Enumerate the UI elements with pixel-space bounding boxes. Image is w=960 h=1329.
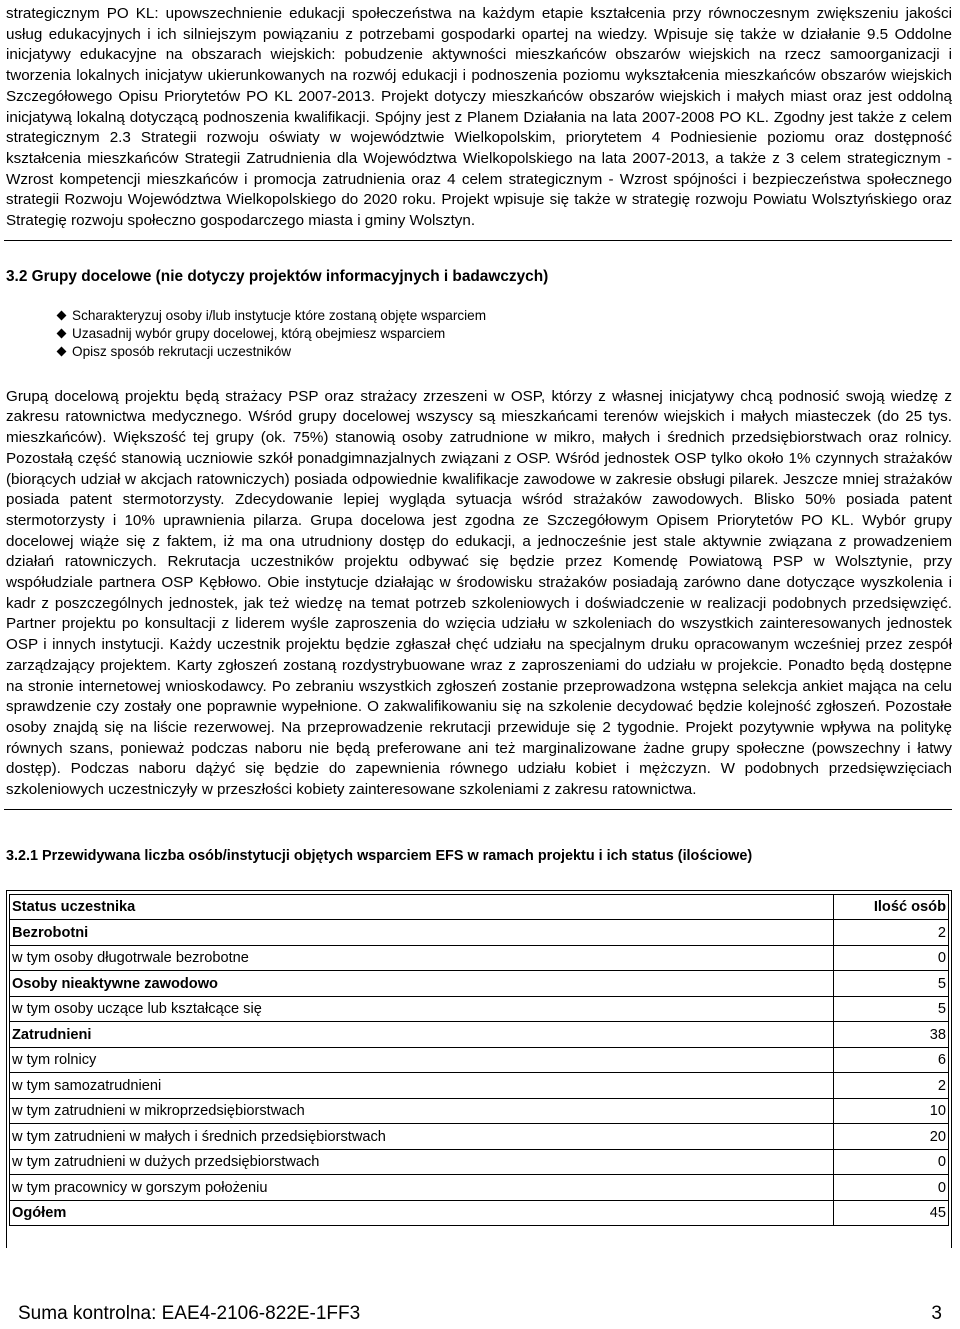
table-row [10, 920, 949, 946]
intro-paragraph: strategicznym PO KL: upowszechnienie edukacji społeczeństwa na każdym etapie kształcenia przy równoczesnym zwiększeniu jakości usług edukacyjnych i ich silniejszym powiązaniu z potrzebami gospodarki opartej na wiedzy. Wpisuje się także w działanie 9.5 Oddolne inicjatywy edukacyjne na obszarach wiejskich: pobudzenie aktywności mieszkańców obszarów wiejskich na rzecz samoorganizacji i tworzenia lokalnych inicjatyw ukierunkowanych na rozwój edukacji i podnoszenia poziomu wykształcenia mieszkańców obszarów wiejskich Szczegółowego Opisu Priorytetów PO KL 2007-2013. Projekt dotyczy mieszkańców obszarów wiejskich i małych miast oraz jest oddolną inicjatywą lokalną dotyczącą podnoszenia kwalifikacji. Spójny jest z Planem Działania na lata 2007-2008 PO KL. Zgodny jest także z celem strategicznym 2.3 Strategii rozwoju oświaty w województwie Wielkopolskim, priorytetem 4 Podniesienie poziomu oraz dostępność kształcenia mieszkańców Strategii Zatrudnienia dla Województwa Wielkopolskiego na lata 2007-2013, a także z 3 celem strategicznym - Wzrost kompetencji mieszkańców i promocja zatrudnienia oraz 4 celem strategicznym - Wzrost spójności i bezpieczeństwa społecznego strategii Rozwoju Województwa Wielkopolskiego do 2020 roku. Projekt wpisuje się także w strategię rozwoju Powiatu Wolsztyńskiego oraz Strategię rozwoju społeczno gospodarczego miasta i gminy Wolsztyn. [6, 5, 952, 230]
table-row [10, 1047, 949, 1073]
table-row [10, 996, 949, 1022]
table-body [10, 920, 949, 1226]
list-item-text: Uzasadnij wybór grupy docelowej, którą obejmiesz wsparciem [72, 325, 446, 341]
row-label: Ogółem [10, 1200, 834, 1226]
list-item-text: Scharakteryzuj osoby i/lub instytucje które zostaną objęte wsparciem [72, 307, 487, 323]
table-row [10, 1073, 949, 1099]
row-label: w tym zatrudnieni w dużych przedsiębiorstwach [10, 1149, 834, 1175]
status-table [9, 894, 949, 1227]
row-value: 2 [834, 920, 949, 946]
row-value: 6 [834, 1047, 949, 1073]
row-value: 2 [834, 1073, 949, 1099]
diamond-bullet-icon [57, 346, 67, 356]
row-label: w tym zatrudnieni w mikroprzedsiębiorstwach [10, 1098, 834, 1124]
page-number: 3 [931, 1303, 942, 1324]
row-value: 45 [834, 1200, 949, 1226]
section-heading: 3.2 Grupy docelowe (nie dotyczy projektów informacyjnych i badawczych) [6, 267, 549, 285]
row-label: w tym osoby długotrwale bezrobotne [10, 945, 834, 971]
row-label: w tym pracownicy w gorszym położeniu [10, 1175, 834, 1201]
table-row [10, 1175, 949, 1201]
table-row [10, 1200, 949, 1226]
diamond-bullet-icon [57, 328, 67, 338]
row-label: Zatrudnieni [10, 1022, 834, 1048]
row-value: 0 [834, 1149, 949, 1175]
subsection-heading: 3.2.1 Przewidywana liczba osób/instytucji objętych wsparciem EFS w ramach projektu i ich status (ilościowe) [6, 847, 753, 864]
list-item [58, 325, 952, 343]
diamond-bullet-icon [57, 310, 67, 320]
table-row [10, 1098, 949, 1124]
row-label: w tym samozatrudnieni [10, 1073, 834, 1099]
target-group-paragraph: Grupą docelową projektu będą strażacy PSP oraz strażacy zrzeszeni w OSP, którzy z własnej inicjatywy chcą podnosić swoją wiedzę z zakresu ratownictwa medycznego. Wśród grupy docelowej wszyscy są mieszkańcami terenów wiejskich i małych miasteczek (do 25 tys. mieszkańców). Większość tej grupy (ok. 75%) stanowią osoby zatrudnione w mikro, małych i średnich przedsiębiorstwach oraz rolnicy. Pozostałą część stanowią uczniowie szkół ponadgimnazjalnych związani z OSP. Wśród jednostek OSP tylko około 1% czynnych strażaków (biorących udział w akcjach ratowniczych) posiada odpowiednie kwalifikacje zawodowe w zakresie obsługi pilarek. Jeszcze mniej strażaków posiada patent stermotorzysty. Zdecydowanie lepiej wygląda sytuacja wśród strażaków zawodowych. Blisko 50% posiada patent stermotorzysty i 10% uprawnienia pilarza. Grupa docelowa jest zgodna ze Szczegółowym Opisem Priorytetów PO KL. Wybór grupy docelowej wiąże się z faktem, iż ma ona utrudniony dostęp do edukacji, a jednocześnie jest stale aktywnie związana z prowadzeniem działań ratowniczych. Rekrutacja uczestników projektu odbywać się będzie przez Komendę Powiatową PSP w Wolsztynie, przy współudziale partnera OSP Kębłowo. Obie instytucje działając w środowisku strażaków posiadają zarówno dane dotyczące wyszkolenia i kadr z poszczególnych jednostek, jak też wiedzę na temat potrzeb szkoleniowych i doświadczenie w realizacji podobnych przedsięwzięć. Partner projektu po konsultacji z liderem wyśle zaproszenia do wzięcia udziału w szkoleniach do wszystkich zainteresowanych jednostek OSP i innych instytucji. Każdy uczestnik projektu będzie zgłaszał chęć udziału na specjalnym druku opracowanym wcześniej przez zespół zarządzający projektem. Karty zgłoszeń zostaną rozdystrybuowane wraz z zaproszeniami do udziału w projekcie. Ponadto będą dostępne na stronie internetowej wnioskodawcy. Po zebraniu wszystkich zgłoszeń zostanie przeprowadzona wstępna selekcja ankiet mająca na celu sprawdzenie czy zostały one poprawnie wypełnione. O zakwalifikowaniu się na szkolenie decydować będzie kolejność zgłoszeń. Pozostałe osoby znajdą się na liście rezerwowej. Na przeprowadzenie rekrutacji przewiduje się 2 tygodnie. Projekt pozytywnie wpływa na politykę równych szans, ponieważ podczas naboru nie będą preferowane ani też marginalizowane żadne grupy społeczne (powszechny i łatwy dostęp). Podczas naboru dążyć się będzie do zapewnienia równego udziału kobiet i mężczyzn. W podobnych przedsięwzięciach szkoleniowych uczestniczyły w przeszłości kobiety zainteresowane szkoleniami z zakresu ratownictwa. [6, 387, 952, 799]
row-value: 0 [834, 945, 949, 971]
header-status: Status uczestnika [10, 894, 834, 920]
row-label: Osoby nieaktywne zawodowo [10, 971, 834, 997]
table-row [10, 1124, 949, 1150]
status-table-frame [6, 890, 952, 1249]
row-label: w tym zatrudnieni w małych i średnich przedsiębiorstwach [10, 1124, 834, 1150]
checksum-text: Suma kontrolna: EAE4-2106-822E-1FF3 [18, 1303, 361, 1324]
list-item [58, 343, 952, 361]
intro-section [4, 4, 952, 241]
table-row [10, 971, 949, 997]
table-header-row [10, 894, 949, 920]
row-value: 5 [834, 971, 949, 997]
table-row [10, 1149, 949, 1175]
table-row [10, 945, 949, 971]
row-value: 5 [834, 996, 949, 1022]
instruction-list [6, 307, 952, 361]
list-item [58, 307, 952, 325]
table-row [10, 1022, 949, 1048]
document-page [6, 4, 952, 1248]
row-label: w tym osoby uczące lub kształcące się [10, 996, 834, 1022]
list-item-text: Opisz sposób rekrutacji uczestników [72, 343, 292, 359]
target-group-section [4, 387, 952, 810]
header-count: Ilość osób [834, 894, 949, 920]
row-value: 10 [834, 1098, 949, 1124]
row-value: 38 [834, 1022, 949, 1048]
row-label: w tym rolnicy [10, 1047, 834, 1073]
row-value: 0 [834, 1175, 949, 1201]
row-value: 20 [834, 1124, 949, 1150]
row-label: Bezrobotni [10, 920, 834, 946]
